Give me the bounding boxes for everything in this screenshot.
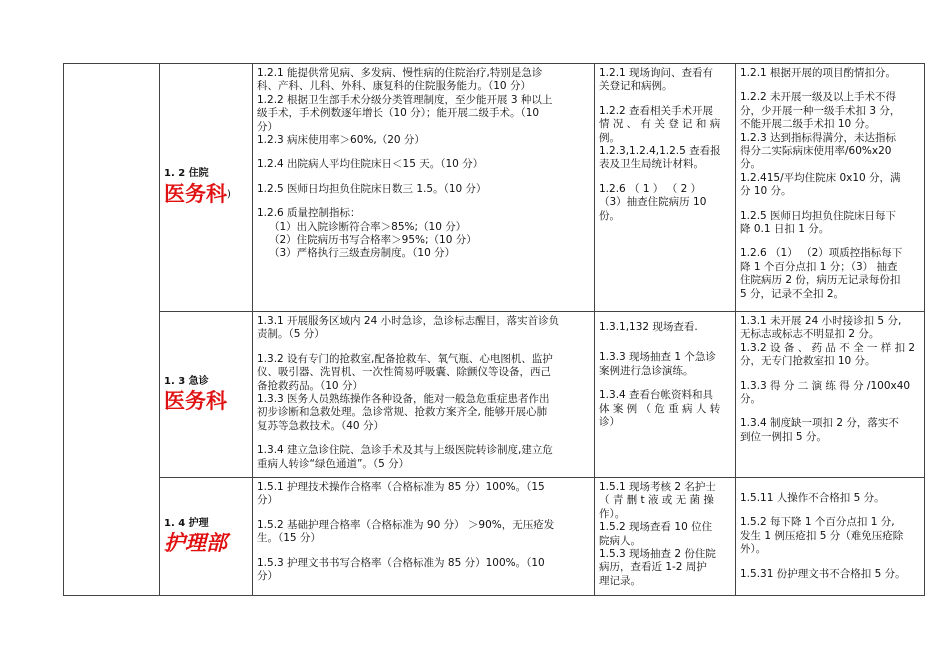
text-line: 例。 bbox=[599, 131, 620, 144]
text-line: 1.3.1,132 现场查看. bbox=[599, 321, 698, 333]
item-cell bbox=[160, 312, 253, 478]
text-line: 关登记和病例。 bbox=[599, 80, 673, 93]
text-line: （2）住院病历书写合格率＞95%;（10 分） bbox=[269, 234, 477, 247]
spacer bbox=[740, 481, 920, 492]
text-line: 重病人转诊“绿色通道”。（5 分） bbox=[257, 457, 410, 470]
spacer bbox=[257, 147, 590, 158]
spacer: ) bbox=[227, 188, 231, 200]
text-line: 1.2.6 （ 1 ） （ 2 ） bbox=[599, 182, 702, 195]
spacer bbox=[740, 505, 920, 516]
text-line: 1.2.3,1.2.4,1.2.5 查看报 bbox=[599, 145, 721, 158]
standard-cell bbox=[253, 478, 595, 596]
text-line: 体 案 例 （ 危 重 病 人 转 bbox=[599, 402, 721, 415]
text-line: 住院病历 2 份，病历无记录每份扣 bbox=[740, 274, 901, 287]
text-line: （3）严格执行三级查房制度。（10 分） bbox=[269, 247, 456, 260]
text-line: 1.5.11 人操作不合格扣 5 分。 bbox=[740, 492, 885, 504]
spacer bbox=[257, 196, 590, 207]
text-line: （3）抽查住院病历 10 bbox=[599, 196, 707, 209]
text-line: 分。 bbox=[740, 158, 761, 171]
spacer bbox=[257, 342, 590, 353]
item-code: 1. 3 急诊 bbox=[164, 375, 209, 387]
text-line: 生。（15 分） bbox=[257, 532, 321, 545]
text-line: 5 分，记录不全扣 2。 bbox=[740, 287, 845, 300]
text-line: 分。 bbox=[740, 393, 761, 406]
text-line: 情 况 、 有 关 登 记 和 病 bbox=[599, 118, 721, 131]
category-cell bbox=[64, 64, 160, 596]
spacer bbox=[740, 406, 920, 417]
text-line: 无标志或标志不明显扣 2 分。 bbox=[740, 328, 880, 341]
text-line: 1.5.2 每下降 1 个百分点扣 1 分, bbox=[740, 516, 895, 529]
scoring-cell bbox=[736, 64, 925, 312]
text-line: 科、产科、儿科、外科、康复科的住院服务能力。（10 分） bbox=[257, 80, 531, 93]
text-line: 1.3.3 医务人员熟练操作各种设备，能对一般急危重症患者作出 bbox=[257, 393, 550, 406]
spacer bbox=[740, 80, 920, 91]
item-cell bbox=[160, 64, 253, 312]
text-line: 1.2.1 现场询问、查看有 bbox=[599, 67, 714, 79]
spacer bbox=[740, 199, 920, 210]
text-line: 1.5.2 基础护理合格率（合格标准为 90 分） ＞90%，无压疮发 bbox=[257, 518, 555, 531]
text-line: 初步诊断和急救处理。急诊常规、抢救方案齐全, 能够开展心肺 bbox=[257, 406, 548, 419]
text-line: 分） bbox=[257, 120, 278, 133]
text-line: 案例进行急诊演练。 bbox=[599, 364, 694, 377]
text-line: 分，少开展一种一级手术扣 3 分， bbox=[740, 104, 901, 117]
standard-cell bbox=[253, 64, 595, 312]
text-line: 1.5.1 护理技术操作合格率（合格标准为 85 分）100%。（15 bbox=[257, 481, 545, 493]
text-line: 1.2.4 出院病人平均住院床日＜15 天。（10 分） bbox=[257, 158, 484, 171]
text-line: 备抢救药品。（10 分） bbox=[257, 379, 363, 392]
spacer bbox=[740, 369, 920, 380]
item-cell bbox=[160, 478, 253, 596]
text-line: 1.3.4 查看台帐资料和具 bbox=[599, 389, 714, 402]
text-line: 1.2.6 质量控制指标： bbox=[257, 207, 361, 220]
text-line: 降 0.1 日扣 1 分。 bbox=[740, 223, 830, 236]
evaluation-table bbox=[63, 63, 925, 596]
text-line: 仪、吸引器、洗胃机、一次性简易呼吸囊、除颤仪等设备，西己 bbox=[257, 366, 551, 379]
text-line: 到位一例扣 5 分。 bbox=[740, 430, 827, 443]
spacer bbox=[257, 172, 590, 183]
item-code: 1. 4 护理 bbox=[164, 517, 209, 529]
text-line: 得分二实际病床使用率/60%x20 bbox=[740, 145, 892, 158]
text-line: 1.5.2 现场查看 10 位住 bbox=[599, 521, 713, 534]
spacer bbox=[599, 172, 731, 183]
text-line: 1.5.3 现场抽查 2 份住院 bbox=[599, 548, 716, 561]
text-line: 1.2.3 病床使用率＞60%,（20 分） bbox=[257, 134, 425, 147]
text-line: 理记录。 bbox=[599, 574, 641, 587]
table-row bbox=[64, 312, 925, 478]
method-cell bbox=[595, 64, 736, 312]
text-line: 1.3.2 设有专门的抢救室,配备抢救车、氧气瓶、心电图机、监护 bbox=[257, 352, 553, 365]
text-line: 1.3.3 现场抽查 1 个急诊 bbox=[599, 351, 716, 364]
text-line: 1.2.1 根据开展的项目酌情扣分。 bbox=[740, 67, 897, 79]
text-line: 1.5.3 护理文书书写合格率（合格标准为 85 分）100%。（10 bbox=[257, 556, 545, 569]
text-line: 级手术，手术例数逐年增长（10 分）；能开展二级手术。（10 bbox=[257, 107, 540, 120]
text-line: 不能开展二级手术扣 10 分。 bbox=[740, 118, 876, 131]
spacer: 医务科 bbox=[164, 181, 227, 206]
spacer bbox=[740, 557, 920, 568]
method-cell bbox=[595, 478, 736, 596]
spacer bbox=[599, 378, 731, 389]
spacer bbox=[257, 508, 590, 519]
department-label: 医务科 bbox=[164, 389, 227, 414]
text-line: 1.2.5 医师日均担负住院床日数三 1.5。（10 分） bbox=[257, 182, 487, 195]
text-line: 发生 1 例压疮扣 5 分（难免压疮除 bbox=[740, 529, 904, 542]
text-line: 分） bbox=[257, 494, 278, 507]
department-label: 护理部 bbox=[164, 531, 227, 556]
text-line: 诊） bbox=[599, 416, 620, 429]
text-line: 1.2.6 （1） （2）项质控指标每下 bbox=[740, 247, 903, 260]
text-line: 1.2.5 医师日均担负住院床日每下 bbox=[740, 209, 897, 222]
table-row bbox=[64, 478, 925, 596]
text-line: 1.2.415/平均住院床 0x10 分，满 bbox=[740, 171, 901, 184]
item-code: 1. 2 住院 bbox=[164, 168, 209, 180]
spacer bbox=[257, 433, 590, 444]
standard-cell bbox=[253, 312, 595, 478]
text-line: 院病人。 bbox=[599, 534, 641, 547]
spacer bbox=[599, 334, 731, 345]
text-line: 1.2.3 达到指标得满分，未达指标 bbox=[740, 131, 897, 144]
text-line: 份。 bbox=[599, 209, 620, 222]
text-line: （ 青 删 t 液 或 无 菌 操 bbox=[599, 494, 714, 507]
text-line: 1.3.1 开展服务区域内 24 小时急诊，急诊标志醒目，落实首诊负 bbox=[257, 315, 560, 327]
text-line: 1.2.2 根据卫生部手术分级分类管理制度，至少能开展 3 种以上 bbox=[257, 93, 553, 106]
text-line: 1.3.3 得 分 二 演 练 得 分 /100x40 bbox=[740, 379, 911, 392]
method-cell bbox=[595, 312, 736, 478]
department-label bbox=[164, 181, 248, 208]
text-line: 降 1 个百分点扣 1 分；（3） 抽查 bbox=[740, 260, 898, 273]
spacer bbox=[599, 94, 731, 105]
text-line: 表及卫生局统计材料。 bbox=[599, 158, 704, 171]
table-row bbox=[64, 64, 925, 312]
text-line: 复苏等急救技术。（40 分） bbox=[257, 419, 384, 432]
text-line: 分，无专门抢救室扣 10 分。 bbox=[740, 355, 876, 368]
text-line: 1.3.4 建立急诊住院、急诊手术及其与上级医院转诊制度,建立危 bbox=[257, 444, 553, 457]
text-line: 1.3.4 制度缺一项扣 2 分，落实不 bbox=[740, 417, 899, 430]
spacer bbox=[740, 236, 920, 247]
text-line: （1）出入院诊断符合率＞85%;（10 分） bbox=[269, 220, 467, 233]
text-line: 病历，查看近 1-2 周护 bbox=[599, 561, 707, 574]
text-line: 1.2.2 查看相关手术开展 bbox=[599, 104, 714, 117]
text-line: 外）。 bbox=[740, 543, 767, 556]
text-line: 1.5.31 份护理文书不合格扣 5 分。 bbox=[740, 567, 906, 580]
scoring-cell bbox=[736, 312, 925, 478]
text-line: 1.2.2 未开展一级及以上手术不得 bbox=[740, 91, 897, 104]
text-line: 责制。（5 分） bbox=[257, 328, 325, 341]
scoring-cell bbox=[736, 478, 925, 596]
text-line: 1.5.1 现场考核 2 名护士 bbox=[599, 481, 716, 493]
text-line: 分 10 分。 bbox=[740, 185, 792, 198]
text-line: 1.3.1 未开展 24 小时接诊扣 5 分, bbox=[740, 315, 902, 327]
text-line: 1.3.2 设 备 、 药 品 不 全 一 样 扣 2 bbox=[740, 341, 916, 354]
text-line: 分） bbox=[257, 570, 278, 583]
text-line: 1.2.1 能提供常见病、多发病、慢性病的住院治疗,特别是急诊 bbox=[257, 67, 543, 79]
text-line: 作）。 bbox=[599, 507, 626, 520]
spacer bbox=[257, 546, 590, 557]
